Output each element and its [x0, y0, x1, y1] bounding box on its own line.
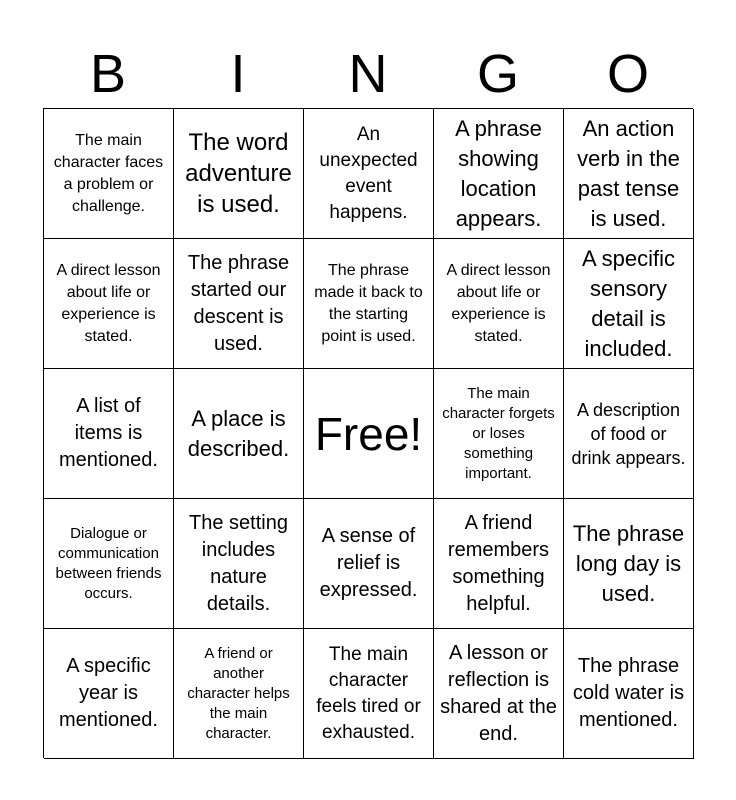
- cell-text: The phrase cold water is mentioned.: [572, 655, 685, 731]
- bingo-cell-free[interactable]: [304, 369, 434, 499]
- cell-text: A specific sensory detail is included.: [582, 245, 675, 361]
- cell-text: The phrase started our descent is used.: [187, 251, 290, 355]
- cell-text: A list of items is mentioned.: [59, 395, 158, 471]
- bingo-cell-r1-c4[interactable]: [434, 109, 564, 239]
- bingo-cell-r1-c5[interactable]: [564, 109, 694, 239]
- bingo-cell-r4-c1[interactable]: [44, 499, 174, 629]
- bingo-cell-r3-c4[interactable]: [434, 369, 564, 499]
- cell-text: A friend remembers something helpful.: [447, 511, 550, 615]
- bingo-header: [43, 40, 693, 108]
- bingo-cell-r3-c1[interactable]: [44, 369, 174, 499]
- bingo-cell-r5-c3[interactable]: [304, 629, 434, 759]
- cell-text: A direct lesson about life or experience is stated.: [446, 261, 551, 345]
- bingo-cell-r4-c5[interactable]: [564, 499, 694, 629]
- free-space-label: Free!: [314, 407, 423, 460]
- header-letter-n: N: [348, 44, 388, 104]
- cell-text: An action verb in the past tense is used.: [577, 115, 680, 231]
- bingo-cell-r2-c2[interactable]: [174, 239, 304, 369]
- cell-text: A description of food or drink appears.: [571, 399, 686, 468]
- bingo-cell-r5-c2[interactable]: [174, 629, 304, 759]
- header-letter-g: G: [476, 44, 519, 104]
- bingo-cell-r4-c3[interactable]: [304, 499, 434, 629]
- bingo-board: [43, 108, 693, 758]
- cell-text: The setting includes nature details.: [189, 511, 288, 615]
- cell-text: The main character feels tired or exhausted.: [316, 643, 421, 743]
- bingo-cell-r2-c4[interactable]: [434, 239, 564, 369]
- bingo-cell-r5-c5[interactable]: [564, 629, 694, 759]
- cell-text: An unexpected event happens.: [319, 123, 418, 223]
- cell-text: The phrase made it back to the starting point is used.: [314, 261, 423, 345]
- cell-text: The main character faces a problem or challenge.: [53, 131, 164, 215]
- cell-text: The main character forgets or loses something important.: [442, 384, 555, 482]
- cell-text: A specific year is mentioned.: [59, 655, 158, 731]
- bingo-cell-r1-c2[interactable]: [174, 109, 304, 239]
- cell-text: The phrase long day is used.: [572, 520, 685, 606]
- cell-text: The word adventure is used.: [185, 129, 292, 218]
- bingo-cell-r2-c3[interactable]: [304, 239, 434, 369]
- bingo-cell-r4-c4[interactable]: [434, 499, 564, 629]
- bingo-cell-r3-c5[interactable]: [564, 369, 694, 499]
- cell-text: A lesson or reflection is shared at the end.: [440, 641, 557, 745]
- bingo-cell-r2-c1[interactable]: [44, 239, 174, 369]
- header-letter-o: O: [606, 44, 649, 104]
- cell-text: A place is described.: [187, 405, 290, 461]
- bingo-cell-r2-c5[interactable]: [564, 239, 694, 369]
- cell-text: A direct lesson about life or experience is stated.: [56, 261, 161, 345]
- bingo-cell-r5-c1[interactable]: [44, 629, 174, 759]
- bingo-cell-r1-c3[interactable]: [304, 109, 434, 239]
- cell-text: A sense of relief is expressed.: [319, 525, 418, 601]
- header-letter-b: B: [89, 44, 127, 104]
- bingo-cell-r5-c4[interactable]: [434, 629, 564, 759]
- bingo-cell-r3-c2[interactable]: [174, 369, 304, 499]
- cell-text: Dialogue or communication between friends occurs.: [55, 524, 162, 602]
- bingo-cell-r1-c1[interactable]: [44, 109, 174, 239]
- bingo-cell-r4-c2[interactable]: [174, 499, 304, 629]
- cell-text: A phrase showing location appears.: [455, 115, 542, 231]
- header-letter-i: I: [230, 44, 246, 104]
- cell-text: A friend or another character helps the main character.: [187, 644, 290, 742]
